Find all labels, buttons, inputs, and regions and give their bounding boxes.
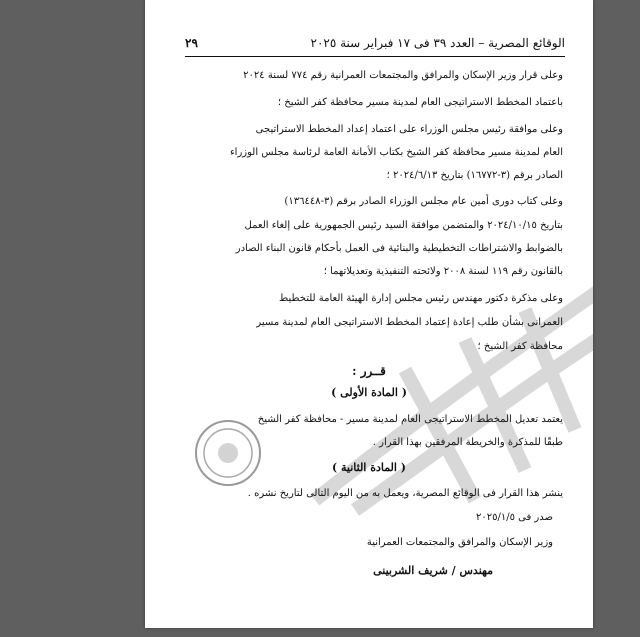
body-line: باعتماد المخطط الاستراتيجى العام لمدينة مسير محافظة كفر الشيخ ؛ (277, 97, 563, 108)
body-line: بالضوابط والاشتراطات التخطيطية والبنائية فى العمل بأحكام قانون البناء الصادر (235, 243, 563, 254)
document-page (145, 0, 593, 628)
body-line: وعلى موافقة رئيس مجلس الوزراء على اعتماد إعداد المخطط الاستراتيجى (255, 124, 563, 135)
article2-heading: ( المادة الثانية ) (331, 461, 407, 474)
body-line: الصادر برقم (٣-١٦٧٧٢) بتاريخ ٢٠٢٤/٦/١٣ ؛ (386, 170, 563, 181)
page-header (185, 32, 565, 54)
signer-name: مهندس / شريف الشربينى (373, 564, 493, 577)
article1-heading: ( المادة الأولى ) (331, 386, 407, 399)
article1-line: طبقًا للمذكرة والخريطة المرفقين بهذا القرار . (372, 437, 563, 448)
signer-title: وزير الإسكان والمرافق والمجتمعات العمرانية (366, 537, 553, 548)
body-line: وعلى مذكرة دكتور مهندس رئيس مجلس إدارة الهيئة العامة للتخطيط (279, 293, 563, 304)
page-number: ٢٩ (185, 36, 198, 50)
issued-date: صدر فى ٢٠٢٥/١/٥ (475, 512, 553, 523)
body-line: بالقانون رقم ١١٩ لسنة ٢٠٠٨ ولائحته التنفيذية وتعديلاتهما ؛ (323, 266, 563, 277)
seal-stamp (193, 418, 263, 488)
body-line: العمرانى بشأن طلب إعادة إعتماد المخطط الاستراتيجى العام لمدينة مسير (256, 317, 563, 328)
body-line: وعلى كتاب دورى أمين عام مجلس الوزراء الصادر برقم (٣-١٣٦٤٤٨) (284, 196, 563, 207)
header-rule (185, 56, 565, 57)
body-line: بتاريخ ٢٠٢٤/١٠/١٥ والمتضمن موافقة السيد رئيس الجمهورية على إلغاء العمل (244, 220, 563, 231)
decree-heading: قــرر : (352, 364, 386, 378)
body-line: العام لمدينة مسير محافظة كفر الشيخ بكتاب الأمانة العامة لرئاسة مجلس الوزراء (229, 147, 563, 158)
body-line: وعلى قرار وزير الإسكان والمرافق والمجتمعات العمرانية رقم ٧٧٤ لسنة ٢٠٢٤ (243, 70, 563, 81)
body-line: محافظة كفر الشيخ ؛ (477, 341, 563, 352)
article1-line: يعتمد تعديل المخطط الاستراتيجى العام لمدينة مسير - محافظة كفر الشيخ (257, 414, 563, 425)
article2-line: ينشر هذا القرار فى الوقائع المصرية، ويعمل به من اليوم التالى لتاريخ نشره . (247, 488, 563, 499)
header-title: الوقائع المصرية – العدد ٣٩ فى ١٧ فبراير سنة ٢٠٢٥ (310, 36, 565, 50)
